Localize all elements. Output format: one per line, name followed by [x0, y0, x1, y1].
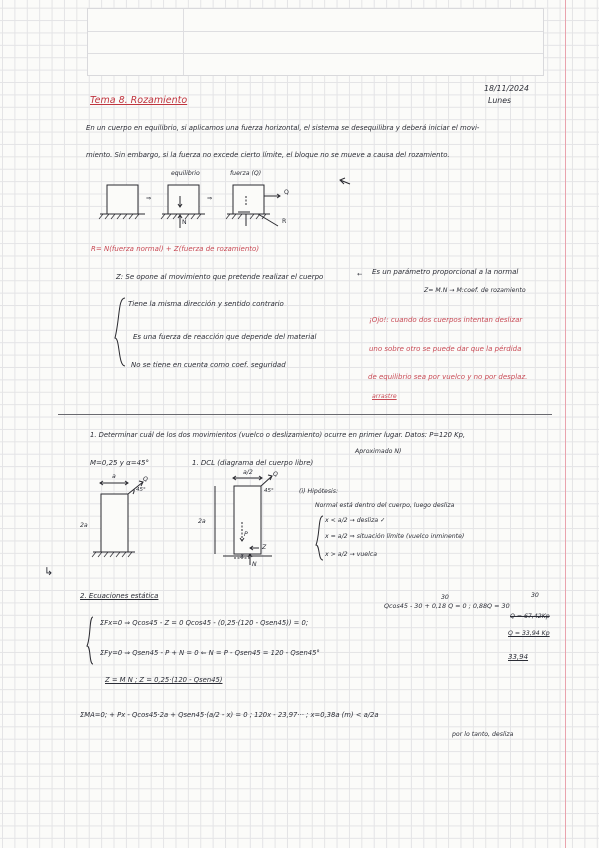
z-prop-1: Tiene la misma dirección y sentido contrario — [128, 300, 284, 308]
z-prop-3: No se tiene en cuenta como coef. seguridad — [131, 361, 286, 369]
paragraph-line-1: En un cuerpo en equilibrio, si aplicamos una fuerza horizontal, el sistema se desequilibra y deberá iniciar el movi- — [86, 124, 480, 132]
diagram-arrow-2: ⇒ — [207, 195, 213, 202]
fig-angle-label-2: 45° — [264, 488, 274, 494]
diagram-arrow-1: ⇒ — [146, 195, 152, 202]
equation-sum-fx: ΣFx=0 ⇒ Qcos45 - Z = 0 Qcos45 - (0,25·(120 - Qsen45)) = 0; — [100, 619, 309, 627]
mu-definition: Es un parámetro proporcional a la normal — [372, 268, 519, 276]
diagram-label-equilibrium: equilibrio — [171, 170, 200, 177]
moment-equation: ΣMA=0; + Px - Qcos45·2a + Qsen45·(a/2 - x) = 0 ; 120x - 23,97··· ; x=0,38a (m) < a/2a — [80, 711, 379, 719]
day: Lunes — [488, 96, 512, 105]
diagram-label-force: fuerza (Q) — [230, 170, 262, 177]
exercise-statement: 1. Determinar cuál de los dos movimientos (vuelco o deslizamiento) ocurre en primer lugar. Datos: P=120 Kp, — [90, 431, 466, 439]
hypothesis-case-1: x < a/2 → desliza ✓ — [325, 517, 386, 524]
moment-conclusion: por lo tanto, desliza — [452, 731, 514, 738]
fig-angle-label: 45° — [136, 487, 146, 493]
hypothesis-intro: Normal está dentro del cuerpo, luego desliza — [315, 502, 455, 509]
z-definition: Z: Se opone al movimiento que pretende realizar el cuerpo — [116, 273, 324, 281]
side-equation: Qcos45 - 30 + 0,18 Q = 0 ; 0,88Q = 30 — [384, 602, 510, 610]
fig-a2-label: a/2 — [243, 469, 253, 476]
side-eq-top-1: 30 — [441, 594, 449, 601]
equations-title: 2. Ecuaciones estática — [80, 592, 159, 600]
note-line-2: uno sobre otro se puede dar que la pérdida — [369, 345, 522, 353]
note-line-3: de equilibrio sea por vuelco y no por desplaz. — [368, 373, 528, 381]
fig-x-label: X — [240, 553, 245, 560]
paragraph-line-2: miento. Sin embargo, si la fuerza no excede cierto límite, el bloque no se mueve a causa del rozamiento. — [86, 151, 450, 159]
side-result-3: 33,94 — [508, 653, 529, 661]
note-line-4: arrastre — [372, 393, 397, 400]
fig-z-label: Z — [262, 544, 267, 551]
exercise-approx: Aproximado N) — [355, 448, 402, 455]
equation-z: Z = M N ; Z = 0,25·(120 - Qsen45) — [105, 676, 223, 684]
hypothesis-title: (i) Hipótesis: — [299, 488, 339, 495]
left-arrow-icon: ← — [357, 271, 363, 278]
hypothesis-case-3: x > a/2 → vuelca — [325, 551, 378, 558]
note-line-1: ¡Ojo!: cuando dos cuerpos intentan deslizar — [369, 316, 523, 324]
diagram-n: N — [182, 219, 187, 226]
fig-p-label: P — [244, 531, 248, 538]
margin-mark: ↳ — [44, 565, 54, 578]
fig-q-label: Q — [143, 476, 148, 483]
diagram-r: R — [282, 218, 287, 225]
fig-a-label: a — [112, 473, 116, 480]
hypothesis-case-2: x = a/2 ⇒ situación límite (vuelco inminente) — [325, 533, 465, 540]
z-prop-2: Es una fuerza de reacción que depende del material — [133, 333, 317, 341]
fig-2a-label: 2a — [80, 522, 88, 529]
fig-n-label: N — [252, 561, 257, 568]
side-result-2: Q = 33,94 Kp — [508, 630, 550, 637]
page-title: Tema 8. Rozamiento — [90, 95, 188, 106]
mu-formula: Z= M.N → M:coef. de rozamiento — [424, 287, 526, 294]
diagram-q: Q — [284, 189, 289, 196]
r-formula: R= N(fuerza normal) + Z(fuerza de rozamiento) — [91, 245, 260, 253]
equation-sum-fy: ΣFy=0 ⇒ Qsen45 - P + N = 0 ⇐ N = P - Qsen45 = 120 - Qsen45° — [100, 649, 320, 657]
dcl-title: 1. DCL (diagrama del cuerpo libre) — [192, 459, 314, 467]
fig-2a-label-2: 2a — [198, 518, 206, 525]
side-result-1: Q = 67,42Kp — [510, 613, 550, 620]
exercise-data: M=0,25 y α=45° — [90, 459, 149, 467]
side-eq-top-2: 30 — [531, 592, 539, 599]
fig-q-label-2: Q — [273, 471, 278, 478]
date: 18/11/2024 — [484, 84, 529, 93]
